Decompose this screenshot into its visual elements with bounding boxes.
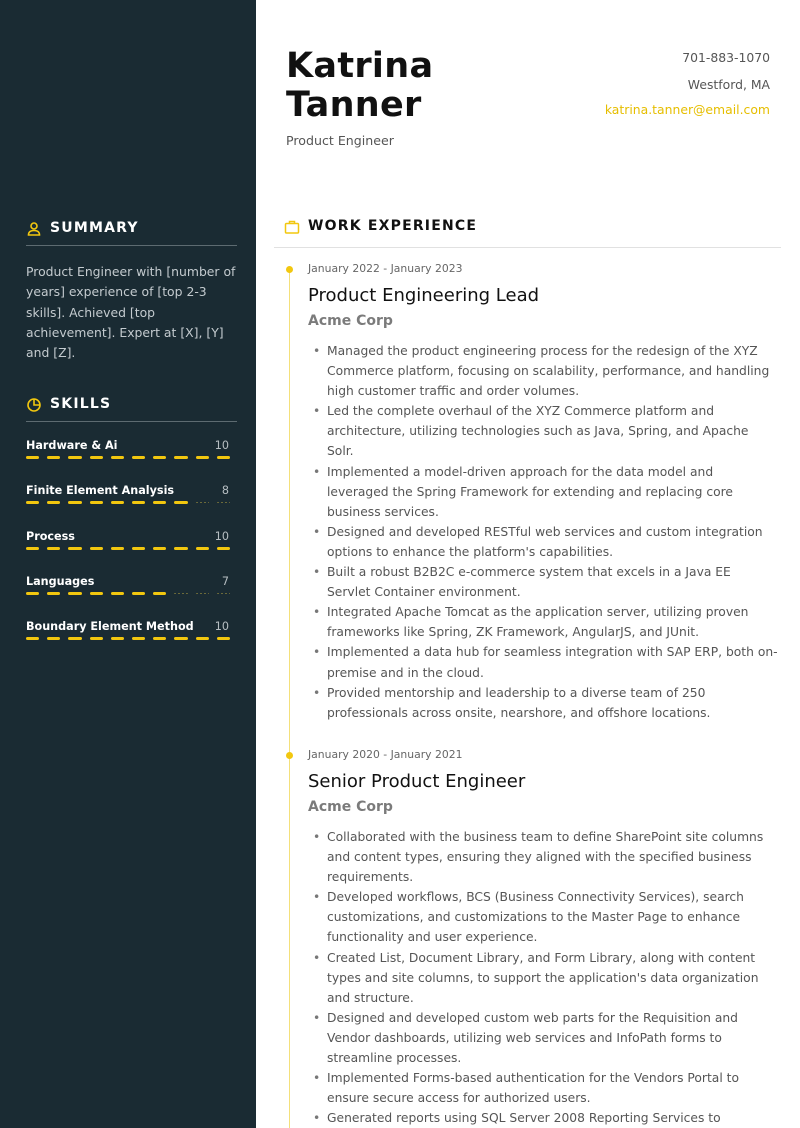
summary-heading: [26, 220, 237, 246]
timeline-line: [289, 270, 290, 1128]
candidate-role: Product Engineer: [286, 133, 394, 148]
skill-dash-filled: [217, 547, 230, 550]
skill-dash-filled: [26, 501, 39, 504]
timeline-dot: [286, 266, 293, 273]
skill-dash-filled: [111, 637, 124, 640]
timeline-dot: [286, 752, 293, 759]
job-bullet: • Integrated Apache Tomcat as the application server, utilizing proven frameworks like Spring, ZK Framework, AngularJS, and JUnit.: [308, 602, 778, 642]
skill-dash-filled: [196, 547, 209, 550]
job-bullet: • Implemented Forms-based authentication for the Vendors Portal to ensure secure access for authorized users.: [308, 1068, 778, 1108]
job-bullet: • Provided mentorship and leadership to a diverse team of 250 professionals across onsite, nearshore, and offshore locations.: [308, 683, 778, 723]
skill-dash-filled: [132, 501, 145, 504]
job-bullet: • Led the complete overhaul of the XYZ Commerce platform and architecture, utilizing technologies such as Java, Spring, and Apache Solr.: [308, 401, 778, 461]
skill-item: [26, 484, 230, 514]
skill-dash-filled: [111, 456, 124, 459]
job-dates: January 2020 - January 2021: [308, 748, 463, 761]
skill-rating-bar: [26, 592, 230, 596]
job-company: Acme Corp: [308, 313, 393, 329]
skill-dash-filled: [68, 592, 81, 595]
skill-dash-filled: [132, 637, 145, 640]
skill-dash-filled: [153, 456, 166, 459]
skill-dash-filled: [153, 637, 166, 640]
skill-dash-filled: [68, 547, 81, 550]
job-bullet: • Designed and developed RESTful web services and custom integration options to enhance the platform's capabilities.: [308, 522, 778, 562]
skill-dash-filled: [174, 637, 187, 640]
skill-name: Hardware & Ai: [26, 439, 118, 452]
candidate-name: [286, 47, 546, 125]
skill-item: [26, 439, 230, 469]
skill-dash-filled: [47, 456, 60, 459]
skill-level: 10: [214, 530, 229, 543]
email-link[interactable]: katrina.tanner@email.com: [604, 102, 770, 117]
skill-rating-bar: [26, 637, 230, 641]
work-experience-heading: [274, 218, 781, 248]
skill-rating-bar: [26, 547, 230, 551]
job-bullet: • Managed the product engineering process for the redesign of the XYZ Commerce platform, focusing on scalability, performance, and handling high customer traffic and order volumes.: [308, 341, 778, 401]
skill-name: Process: [26, 530, 75, 543]
skill-level: 10: [214, 439, 229, 452]
job-entry: [308, 262, 778, 723]
skills-title: SKILLS: [50, 396, 112, 412]
job-bullet: • Developed workflows, BCS (Business Connectivity Services), search customizations, and customizations to the Master Page to enhance functionality and user experience.: [308, 887, 778, 947]
skill-level: 8: [221, 484, 229, 497]
summary-text: Product Engineer with [number of years] experience of [top 2-3 skills]. Achieved [top achievement]. Expert at [X], [Y] and [Z].: [26, 264, 236, 361]
skill-level: 10: [214, 620, 229, 633]
job-entry: [308, 748, 778, 1128]
skills-heading: [26, 396, 237, 422]
skill-level: 7: [221, 575, 229, 588]
location: Westford, MA: [687, 77, 770, 92]
skill-dash-filled: [26, 456, 39, 459]
skill-dash-filled: [90, 592, 103, 595]
skill-dash-filled: [26, 547, 39, 550]
skill-dash-filled: [68, 637, 81, 640]
skill-dash-empty: [196, 593, 209, 594]
sidebar: [0, 0, 256, 1128]
skill-dash-filled: [174, 456, 187, 459]
summary-title: SUMMARY: [50, 220, 139, 236]
skill-dash-filled: [153, 501, 166, 504]
skill-dash-filled: [196, 637, 209, 640]
first-name: Katrina: [286, 46, 434, 86]
skill-dash-filled: [132, 456, 145, 459]
user-icon: [26, 221, 42, 237]
skill-name: Finite Element Analysis: [26, 484, 175, 497]
skill-dash-filled: [26, 637, 39, 640]
job-dates: January 2022 - January 2023: [308, 262, 463, 275]
skill-dash-empty: [217, 593, 230, 594]
skill-dash-filled: [153, 547, 166, 550]
skill-dash-filled: [174, 501, 187, 504]
job-bullet: • Generated reports using SQL Server 2008 Reporting Services to: [308, 1108, 778, 1128]
briefcase-icon: [284, 219, 300, 235]
skill-dash-filled: [111, 547, 124, 550]
skill-dash-filled: [90, 456, 103, 459]
skill-dash-filled: [90, 501, 103, 504]
skill-dash-filled: [132, 592, 145, 595]
job-company: Acme Corp: [308, 799, 393, 815]
job-title: Senior Product Engineer: [308, 771, 526, 792]
skill-dash-filled: [132, 547, 145, 550]
skill-dash-filled: [111, 501, 124, 504]
skill-dash-filled: [47, 592, 60, 595]
skill-dash-filled: [68, 456, 81, 459]
pie-chart-icon: [26, 397, 42, 413]
job-bullet: • Collaborated with the business team to define SharePoint site columns and content types, ensuring they aligned with the specified business requirements.: [308, 827, 778, 887]
skill-dash-filled: [217, 637, 230, 640]
job-title: Product Engineering Lead: [308, 285, 540, 306]
job-bullet: • Designed and developed custom web parts for the Requisition and Vendor dashboards, utilizing web services and InfoPath forms to streamline processes.: [308, 1008, 778, 1068]
skill-rating-bar: [26, 501, 230, 505]
skill-dash-filled: [47, 637, 60, 640]
job-bullets: [308, 827, 778, 1128]
job-bullet: • Built a robust B2B2C e-commerce system that excels in a Java EE Servlet Container environment.: [308, 562, 778, 602]
skill-dash-filled: [153, 592, 166, 595]
skill-name: Boundary Element Method: [26, 620, 194, 633]
skill-item: [26, 575, 230, 605]
job-bullet: • Implemented a data hub for seamless integration with SAP ERP, both on-premise and in the cloud.: [308, 642, 778, 682]
skill-dash-filled: [26, 592, 39, 595]
skill-dash-filled: [90, 547, 103, 550]
skill-dash-filled: [196, 456, 209, 459]
phone-number: 701-883-1070: [682, 50, 770, 65]
skill-name: Languages: [26, 575, 95, 588]
job-bullets: [308, 341, 778, 723]
skill-dash-filled: [47, 501, 60, 504]
work-experience-title: WORK EXPERIENCE: [308, 218, 478, 234]
skill-dash-empty: [174, 593, 187, 594]
job-bullet: • Implemented a model-driven approach for the data model and leveraged the Spring Framework for extending and replacing core business services.: [308, 462, 778, 522]
skill-rating-bar: [26, 456, 230, 460]
skill-dash-filled: [174, 547, 187, 550]
skill-dash-filled: [68, 501, 81, 504]
main-content: [256, 0, 800, 1128]
skill-dash-filled: [217, 456, 230, 459]
skill-item: [26, 620, 230, 650]
skill-dash-filled: [111, 592, 124, 595]
skill-dash-empty: [217, 502, 230, 503]
skill-dash-filled: [47, 547, 60, 550]
skill-item: [26, 530, 230, 560]
skill-dash-filled: [90, 637, 103, 640]
skill-dash-empty: [196, 502, 209, 503]
job-bullet: • Created List, Document Library, and Form Library, along with content types and site columns, to support the application's data organization and structure.: [308, 948, 778, 1008]
last-name: Tanner: [286, 85, 422, 125]
